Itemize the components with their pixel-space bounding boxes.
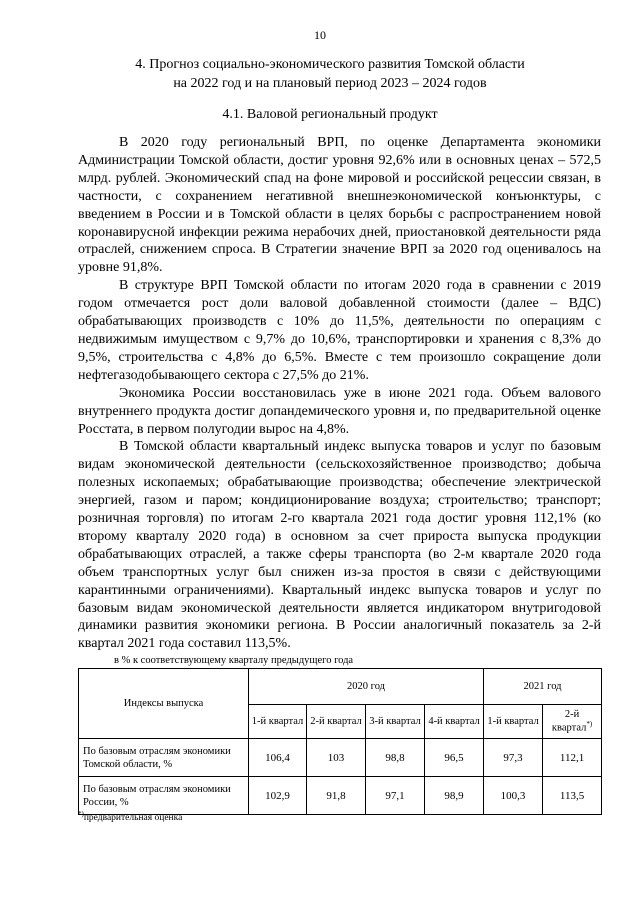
row-label: По базовым отраслям экономики России, % xyxy=(79,777,249,815)
table-cell: 96,5 xyxy=(425,739,484,777)
quarter-header xyxy=(543,705,602,739)
table-cell: 106,4 xyxy=(249,739,307,777)
table-cell: 102,9 xyxy=(249,777,307,815)
table-cell: 97,1 xyxy=(366,777,425,815)
paragraph: В структуре ВРП Томской области по итогам 2020 года в сравнении с 2019 годом отмечается рост доли валовой добавленной стоимости (далее – ВДС) обрабатывающих производств с 10% до 11,5%, деятельности по операциям с недвижимым имуществом с 9,7% до 10,6%, транспортировки и хранения с 8,3% до 9,5%, строительства с 4,8% до 6,5%. Вместе с тем произошло сокращение доли нефтегазодобывающего сектора с 27,5% до 21%. xyxy=(78,278,601,383)
page-number: 10 xyxy=(314,28,326,42)
table-cell: 91,8 xyxy=(307,777,366,815)
quarter-header: 1-й квартал xyxy=(484,705,543,739)
table-cell: 112,1 xyxy=(543,739,602,777)
table-cell: 97,3 xyxy=(484,739,543,777)
quarter-header: 2-й квартал xyxy=(307,705,366,739)
table-cell: 98,8 xyxy=(366,739,425,777)
table-cell: 113,5 xyxy=(543,777,602,815)
subsection-heading: 4.1. Валовой региональный продукт xyxy=(222,107,438,122)
section-heading-line-1: 4. Прогноз социально-экономического развития Томской области xyxy=(135,57,525,72)
table-cell: 100,3 xyxy=(484,777,543,815)
paragraph: В 2020 году региональный ВРП, по оценке Департамента экономики Администрации Томской области, достиг уровня 92,6% или в основных ценах – 572,5 млрд. рублей. Экономический спад на фоне мировой и российской рецессии связан, в частности, с сохранением негативной внешнеэкономической конъюнктуры, с введением в России и в Томской области в целях борьбы с распространением новой коронавирусной инфекции режима нерабочих дней, приостановкой деятельности ряда отраслей, снижением спроса. В Стратегии значение ВРП за 2020 год оценивалось на уровне 91,8%. xyxy=(78,135,601,276)
section-heading-line-2: на 2022 год и на плановый период 2023 – 2024 годов xyxy=(173,76,487,91)
footnote xyxy=(78,810,182,823)
quarter-header: 3-й квартал xyxy=(366,705,425,739)
year-header-2020: 2020 год xyxy=(249,669,484,705)
row-label: По базовым отраслям экономики Томской области, % xyxy=(79,739,249,777)
paragraph: В Томской области квартальный индекс выпуска товаров и услуг по базовым видам экономической деятельности (сельскохозяйственное производство; добыча полезных ископаемых; обрабатывающие производства; обеспечение электрической энергией, газом и паром; кондиционирование воздуха; строительство; транспорт; розничная торговля) по итогам 2-го квартала 2021 года достиг уровня 112,1% (ко второму кварталу 2020 года) в основном за счет прироста выпуска продукции обрабатывающих отраслей, а также сферы транспорта (во 2-м квартале 2020 года объем транспортных услуг был снижен из-за простоя в связи с действующими карантинными ограничениями). Квартальный индекс выпуска товаров и услуг по базовым видам экономической деятельности является индикатором внутригодовой динамики развития экономики региона. В России аналогичный показатель за 2-й квартал 2021 года составил 113,5%. xyxy=(78,439,601,652)
table-caption: в % к соответствующему кварталу предыдущего года xyxy=(114,655,354,666)
body-text xyxy=(78,134,601,653)
table-corner-header: Индексы выпуска xyxy=(79,669,249,739)
year-header-2021: 2021 год xyxy=(484,669,602,705)
output-index-table xyxy=(78,668,602,815)
quarter-header: 4-й квартал xyxy=(425,705,484,739)
footnote-mark: *) xyxy=(78,810,84,818)
section-heading xyxy=(60,55,600,93)
table-cell: 98,9 xyxy=(425,777,484,815)
quarter-header-label: 2-й квартал xyxy=(551,709,587,734)
footnote-text: предварительная оценка xyxy=(83,813,183,824)
table-cell: 103 xyxy=(307,739,366,777)
quarter-header: 1-й квартал xyxy=(249,705,307,739)
table-row xyxy=(79,739,602,777)
paragraph: Экономика России восстановилась уже в июне 2021 года. Объем валового внутреннего продукта достиг допандемического уровня и, по предварительной оценке Росстата, в первом полугодии вырос на 4,8%. xyxy=(78,385,601,437)
table-header-row xyxy=(79,669,602,705)
table-row xyxy=(79,777,602,815)
footnote-marker: *) xyxy=(586,720,593,729)
